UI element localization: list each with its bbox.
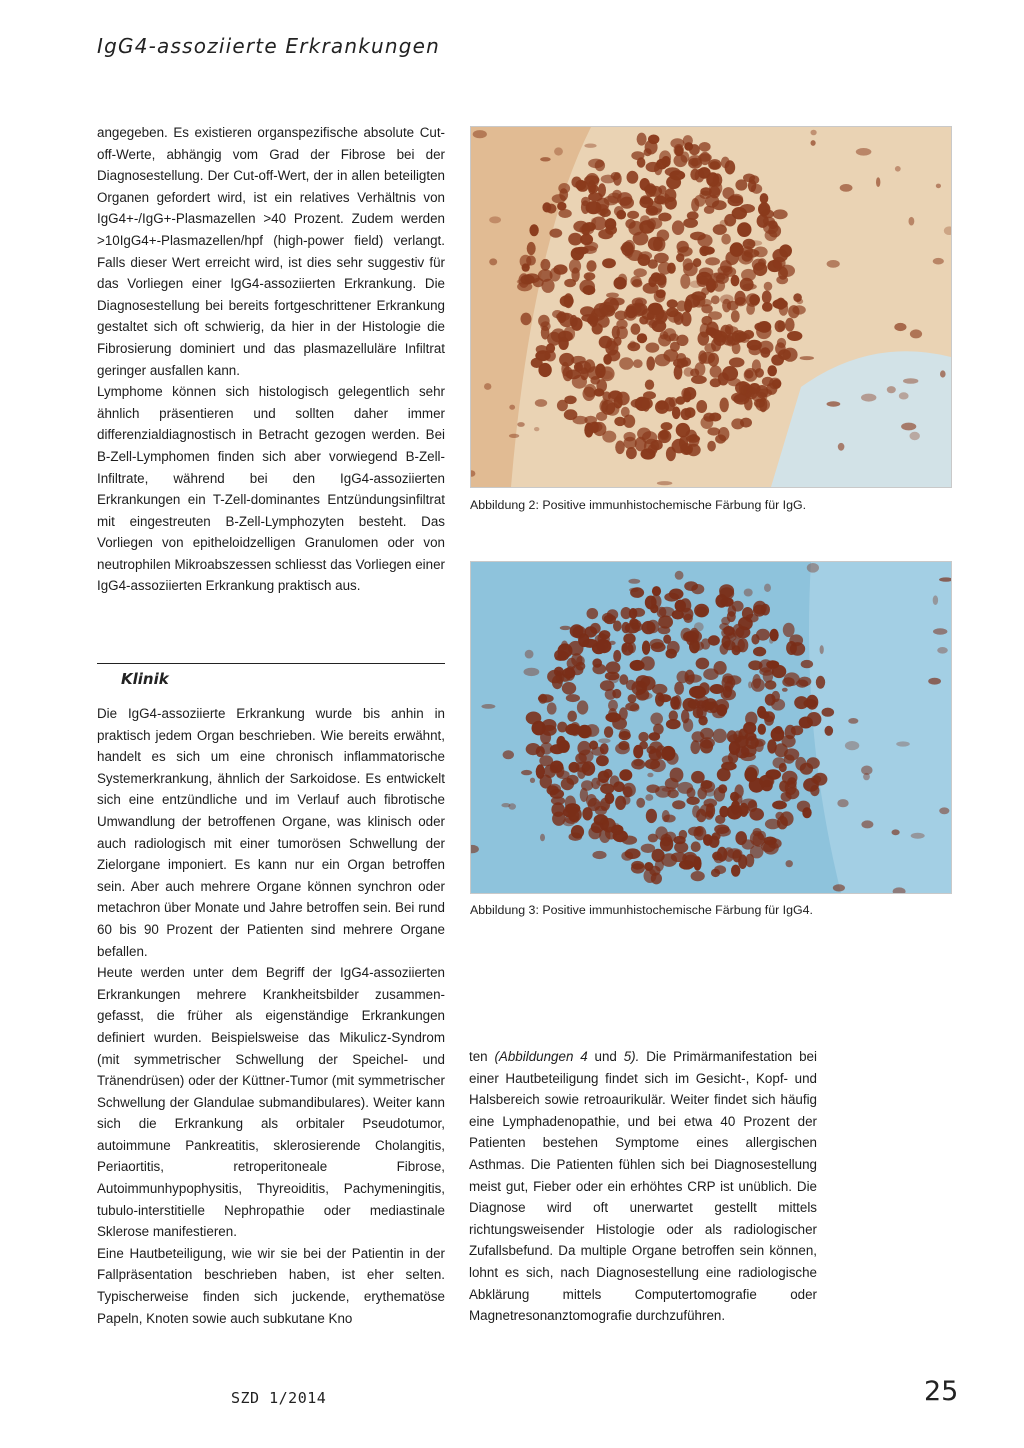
text-rest: Die Primärmanifestation bei einer Hautbeteiligung findet sich im Gesicht-, Kopf- und Halsbereich sowie retroaurikulär. Weiter findet sich häufig eine Lymphadenopathie, und bei etwa 40 Prozent der Patienten bestehen Symptome eines allergischen Asthmas. Die Patienten fühlen sich bei Diagnosestellung meist gut, Fieber oder ein erhöhtes CRP ist unüblich. Die Diagnose wird oft unerwartet gestellt mittels richtungsweisender Histologie oder als radiologischer Zufallsbefund. Da multiple Organe betroffen sein können, lohnt es sich, nach Diagnosestellung eine radiologische Abklärung mittels Computertomografie oder Magnetresonanztomografie durchzuführen.: [469, 1049, 817, 1324]
paragraph-lymphome: Lymphome können sich histologisch gelegentlich sehr ähnlich präsentieren und sollten daher immer differenzialdiagnostisch in Betracht gezogen werden. Bei B-Zell-Lymphomen finden sich aber vorwiegend B-Zell-Infiltrate, während bei den IgG4-assoziierten Erkrankungen ein T-Zell-dominantes Entzündungsinfiltrat mit eingestreuten B-Zell-Lymphozyten besteht. Das Vorliegen von epitheloidzelligen Granulomen oder von neutrophilen Mikroabszessen schliesst das Vorliegen einer IgG4-assoziierten Erkrankung praktisch aus.: [97, 384, 445, 594]
figure-reference: (Abbildungen 4: [494, 1049, 588, 1064]
histology-image-igg: [471, 127, 951, 487]
paragraph-primaermanifestation: [469, 1046, 817, 1327]
paragraph-klinik-intro: Die IgG4-assoziierte Erkrankung wurde bis anhin in praktisch jedem Organ beschrieben. Wie bereits erwähnt, handelt es sich um eine chronisch inflammatorische Systemerkrankung, ähnlich der Sarkoidose. Es entwickelt sich eine entzündliche und im Verlauf auch fibrotische Umwandlung der betroffenen Organe, was klinisch oder auch radiologisch mit einer tumorösen Schwellung der Zielorgane imponiert. Es kann nur ein Organ betroffen sein. Aber auch mehrere Organe können synchron oder metachron über Monate und Jahre betroffen sein. Bei rund 60 bis 90 Prozent der Patienten sind mehrere Organe befallen.: [97, 706, 445, 959]
section-rule: [97, 663, 445, 664]
figure-caption-igg4: Abbildung 3: Positive immunhistochemische Färbung für IgG4.: [470, 903, 813, 917]
paragraph-krankheitsbilder: Heute werden unter dem Begriff der IgG4-assoziierten Erkrankungen mehrere Krankheitsbilder zusammengefasst, die früher als eigenständige Erkrankungen definiert wurden. Beispielsweise das Mikulicz-Syndrom (mit symmetrischer Schwellung der Speichel- und Tränendrüsen) oder der Küttner-Tumor (mit symmetrischer Schwellung der Glandulae submandibulares). Weiter kann sich die Erkrankung als orbitaler Pseudotumor, autoimmune Pankreatitis, sklerosierende Cholangitis, Periaortitis, retroperitoneale Fibrose, Autoimmunhypophysitis, Thyreoiditis, Pachymeningitis, tubulo-interstitielle Nephropathie oder mediastinale Sklerose manifestieren.: [97, 965, 445, 1240]
running-title: IgG4-assoziierte Erkrankungen: [97, 34, 441, 58]
figure-igg4-stain: [470, 561, 952, 894]
page-number: 25: [924, 1376, 959, 1407]
paragraph-cutoff: angegeben. Es existieren organspezifische absolute Cut-off-Werte, abhängig vom Grad der Fibrose bei der Diagnosestellung. Der Cut-off-Wert, der in allen beteiligten Organen gefordert wird, ist ein relatives Verhältnis von IgG4+-/IgG+-Plasmazellen >40 Prozent. Zudem werden >10IgG4+-Plasmazellen/hpf (high-power field) verlangt. Falls dieser Wert erreicht wird, ist dies sehr suggestiv für das Vorliegen einer IgG4-assoziierten Erkrankung. Die Diagnosestellung bei bereits fortgeschrittener Erkrankung gestaltet sich oft schwierig, da hier in der Histologie die Fibrosierung dominiert und das plasmazelluläre Infiltrat geringer ausfallen kann.: [97, 125, 445, 378]
histology-image-igg4: [471, 562, 951, 893]
figure-caption-igg: Abbildung 2: Positive immunhistochemische Färbung für IgG.: [470, 498, 807, 512]
right-column: [469, 1046, 817, 1327]
left-column-top: [97, 122, 445, 597]
text-and: und: [587, 1049, 624, 1064]
journal-issue: SZD 1/2014: [231, 1389, 327, 1407]
section-heading-klinik: Klinik: [121, 670, 169, 688]
left-column-bottom: [97, 703, 445, 1329]
figure-igg-stain: [470, 126, 952, 488]
text-lead: ten: [469, 1049, 495, 1064]
figure-reference-5: 5).: [623, 1049, 640, 1064]
paragraph-hautbeteiligung: Eine Hautbeteiligung, wie wir sie bei der Patientin in der Fallpräsentation beschrieben haben, ist eher selten. Typischerweise finden sich juckende, erythematöse Papeln, Knoten sowie auch subkutane Kno: [97, 1245, 445, 1326]
